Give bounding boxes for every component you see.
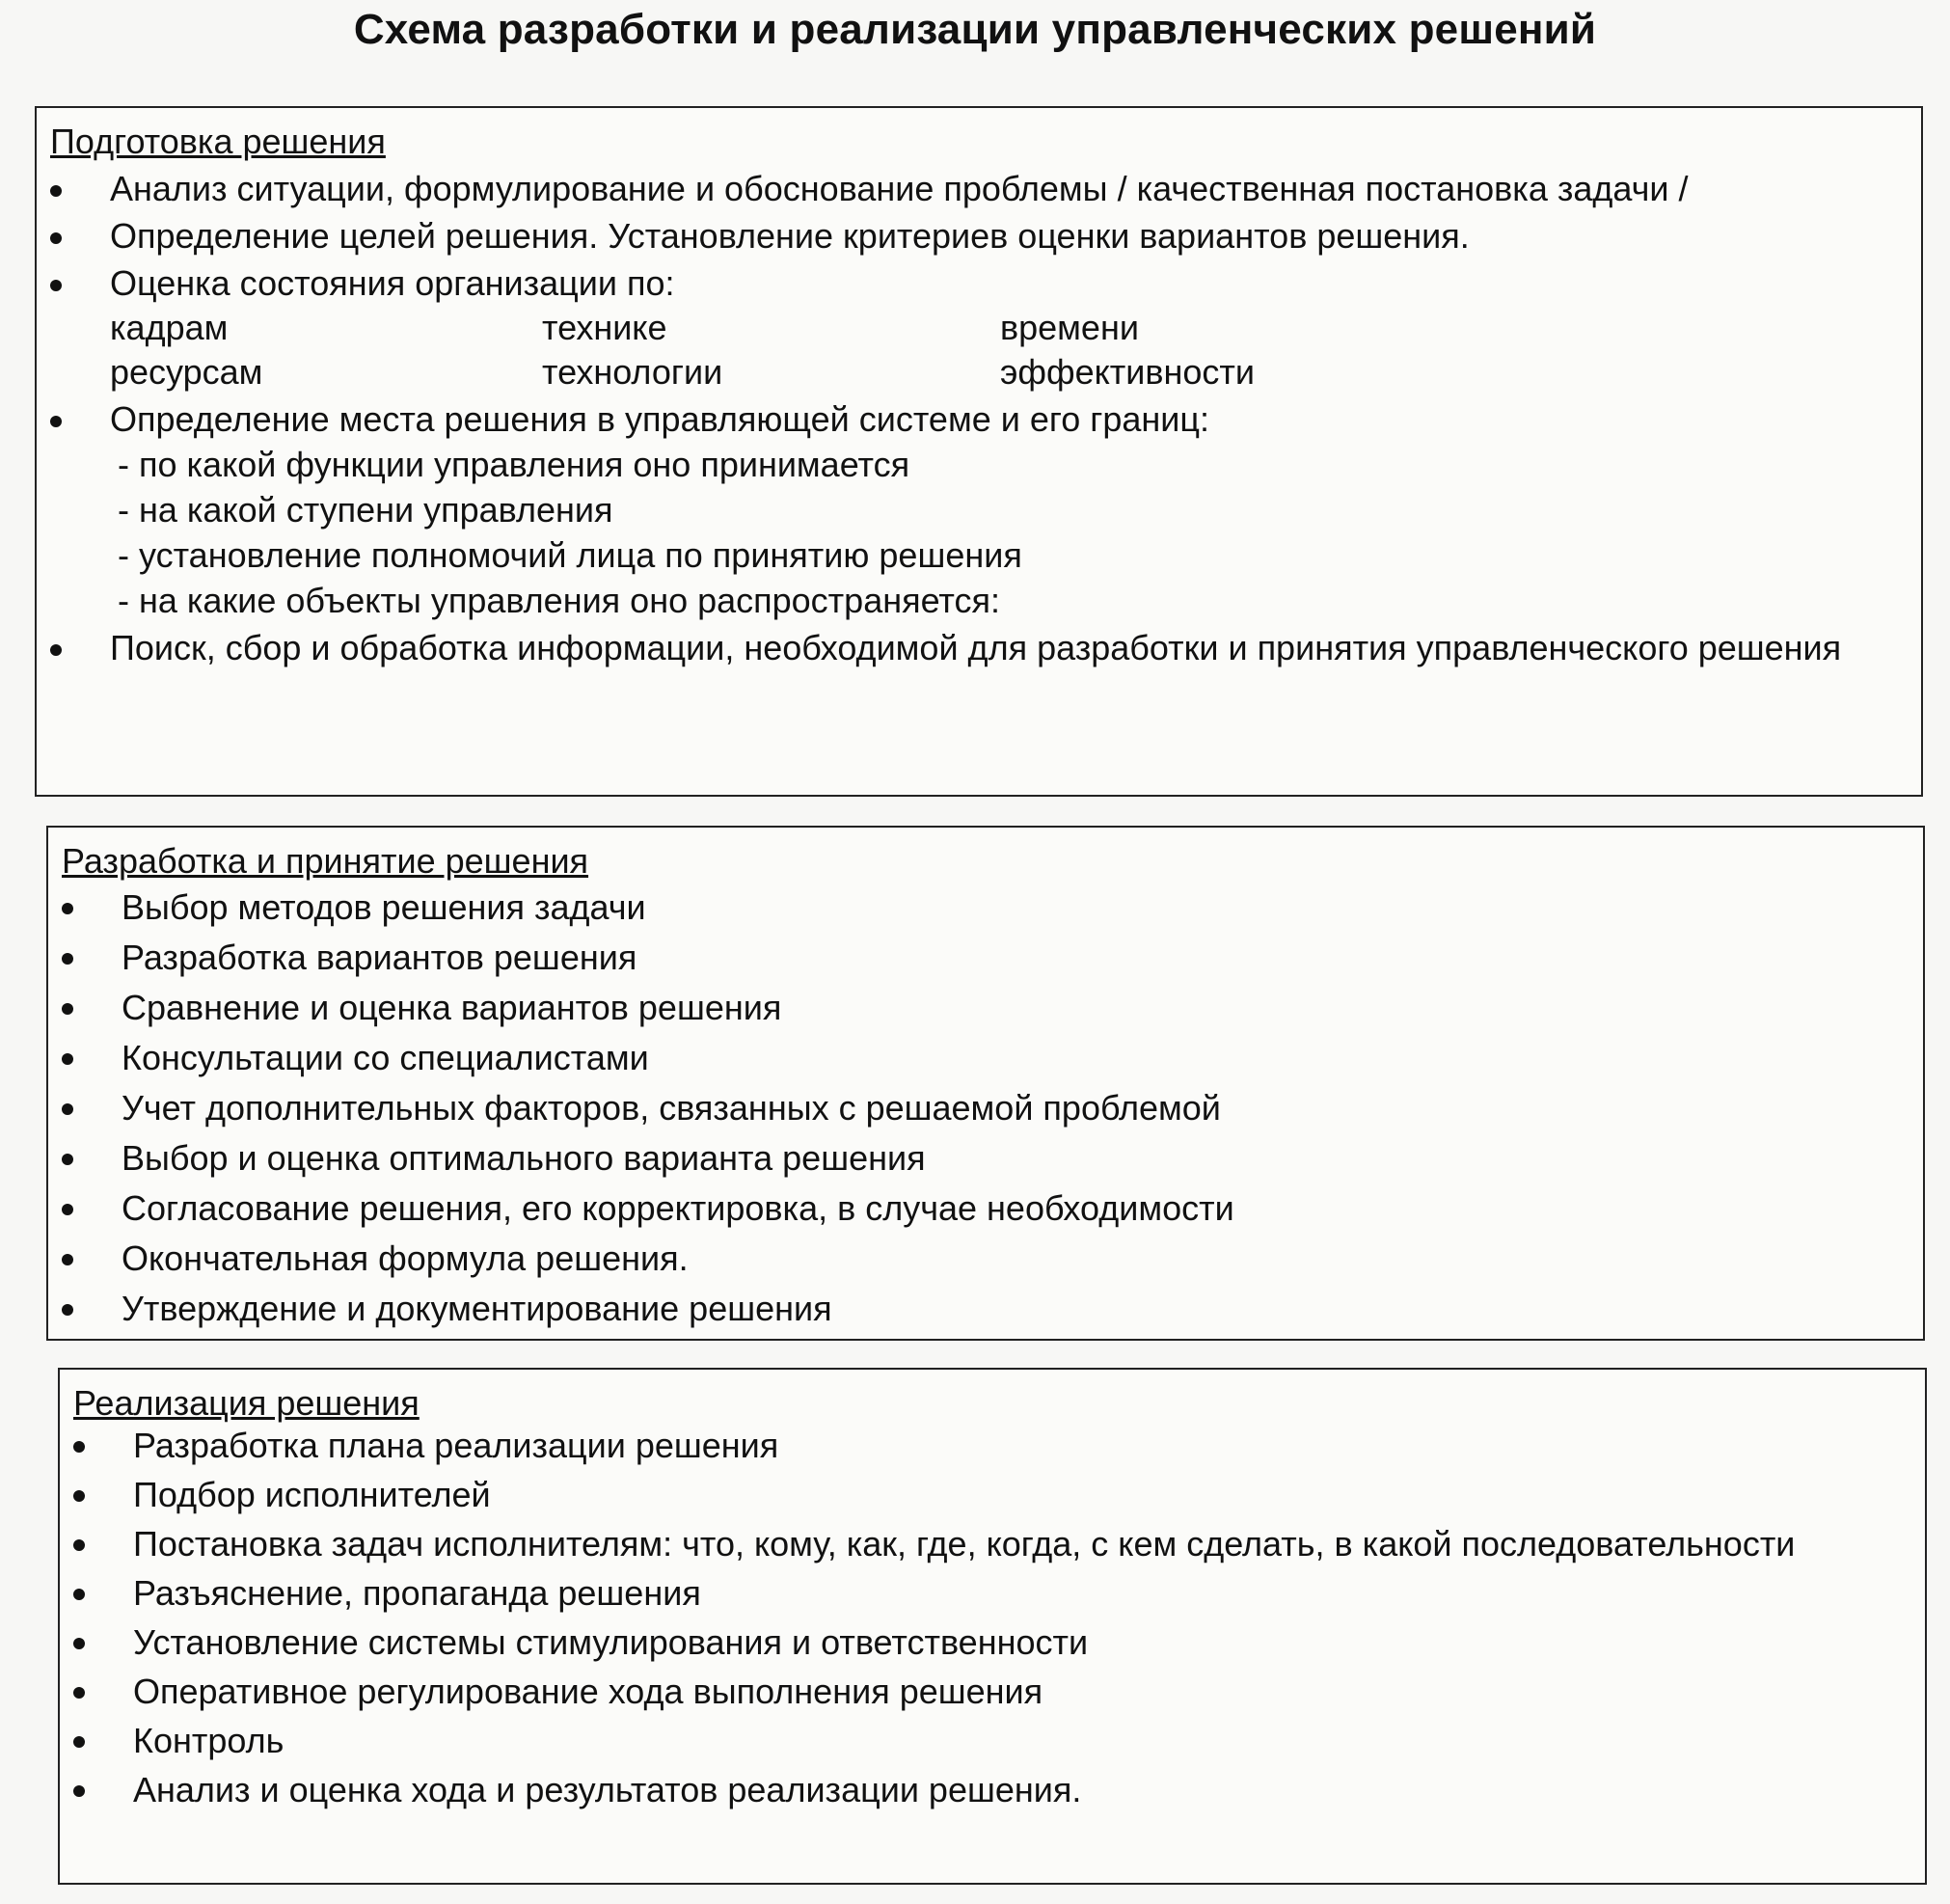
list-item	[60, 1766, 1925, 1813]
sub-item: - на какие объекты управления оно распространяется:	[118, 581, 1000, 620]
bullet-icon	[50, 185, 62, 197]
criteria-item: кадрам	[110, 308, 229, 347]
bullet-icon	[73, 1785, 85, 1797]
section-heading: Подготовка решения	[50, 122, 386, 161]
list-item	[48, 1184, 1923, 1233]
list-item	[48, 1134, 1923, 1183]
list-item-text: Разъяснение, пропаганда решения	[133, 1573, 701, 1613]
section-heading: Разработка и принятие решения	[62, 841, 589, 881]
list-item	[48, 1235, 1923, 1283]
bullet-list	[48, 884, 1923, 1335]
list-item-text: Окончательная формула решения.	[122, 1238, 689, 1278]
bullet-icon	[50, 416, 62, 427]
list-item	[60, 1520, 1925, 1567]
sub-item: - на какой ступени управления	[118, 490, 613, 530]
list-item-text: Анализ и оценка хода и результатов реализации решения.	[133, 1770, 1082, 1809]
bullet-icon	[73, 1589, 85, 1600]
list-item	[60, 1569, 1925, 1617]
list-item-text: Согласование решения, его корректировка, в случае необходимости	[122, 1188, 1234, 1228]
list-item	[48, 1285, 1923, 1333]
criteria-grid	[110, 306, 1921, 394]
list-item-text: Анализ ситуации, формулирование и обоснование проблемы / качественная постановка задачи /	[110, 169, 1689, 208]
list-item-text: Разработка плана реализации решения	[133, 1426, 779, 1465]
list-item	[48, 984, 1923, 1032]
list-item	[37, 260, 1921, 394]
bullet-icon	[62, 903, 73, 914]
list-item-text: Поиск, сбор и обработка информации, необходимой для разработки и принятия управленческого решения	[110, 628, 1842, 667]
bullet-icon	[62, 1254, 73, 1265]
bullet-icon	[50, 644, 62, 656]
list-item-text: Утверждение и документирование решения	[122, 1289, 832, 1328]
bullet-icon	[62, 953, 73, 965]
list-item-text: Разработка вариантов решения	[122, 938, 637, 977]
criteria-item: технологии	[542, 352, 723, 392]
sub-item: - установление полномочий лица по принятию решения	[118, 535, 1022, 575]
bullet-icon	[73, 1490, 85, 1502]
list-item	[48, 1084, 1923, 1132]
bullet-icon	[62, 1304, 73, 1316]
bullet-icon	[62, 1154, 73, 1165]
list-item-text: Постановка задач исполнителям: что, кому, как, где, когда, с кем сделать, в какой последовательности	[133, 1524, 1796, 1564]
list-item-text: Оперативное регулирование хода выполнения решения	[133, 1672, 1043, 1711]
list-item-text: Определение места решения в управляющей системе и его границ:	[110, 399, 1210, 439]
bullet-icon	[50, 280, 62, 291]
list-item-text: Консультации со специалистами	[122, 1038, 649, 1077]
list-item	[48, 934, 1923, 982]
sub-item: - по какой функции управления оно принимается	[118, 445, 910, 484]
list-item-text: Контроль	[133, 1721, 284, 1760]
bullet-icon	[62, 1103, 73, 1115]
list-item-text: Выбор методов решения задачи	[122, 887, 646, 927]
criteria-item: ресурсам	[110, 352, 263, 392]
bullet-icon	[62, 1204, 73, 1215]
list-item	[37, 166, 1921, 211]
list-item	[37, 625, 1921, 670]
bullet-icon	[73, 1687, 85, 1699]
bullet-icon	[62, 1053, 73, 1065]
bullet-icon	[73, 1736, 85, 1748]
section-development	[46, 826, 1925, 1341]
bullet-list	[60, 1422, 1925, 1815]
bullet-icon	[62, 1003, 73, 1015]
list-item-text: Учет дополнительных факторов, связанных с решаемой проблемой	[122, 1088, 1221, 1128]
criteria-item: эффективности	[1000, 352, 1256, 392]
criteria-item: технике	[542, 308, 667, 347]
list-item	[60, 1717, 1925, 1764]
list-item-text: Оценка состояния организации по:	[110, 263, 675, 303]
section-implementation	[58, 1368, 1927, 1885]
bullet-list	[37, 166, 1921, 672]
list-item-text: Выбор и оценка оптимального варианта решения	[122, 1138, 926, 1178]
bullet-icon	[73, 1638, 85, 1649]
bullet-icon	[73, 1539, 85, 1551]
list-item	[60, 1668, 1925, 1715]
list-item	[60, 1471, 1925, 1518]
section-preparation	[35, 106, 1923, 797]
bullet-icon	[73, 1441, 85, 1453]
list-item	[37, 396, 1921, 623]
list-item	[60, 1422, 1925, 1469]
criteria-item: времени	[1000, 308, 1139, 347]
section-heading: Реализация решения	[73, 1383, 420, 1423]
list-item	[48, 884, 1923, 932]
page-title: Схема разработки и реализации управленческих решений	[353, 6, 1597, 53]
list-item-text: Определение целей решения. Установление критериев оценки вариантов решения.	[110, 216, 1470, 256]
list-item	[37, 213, 1921, 258]
bullet-icon	[50, 232, 62, 244]
list-item	[60, 1618, 1925, 1666]
list-item	[48, 1034, 1923, 1082]
list-item-text: Установление системы стимулирования и ответственности	[133, 1622, 1089, 1662]
list-item-text: Подбор исполнителей	[133, 1475, 491, 1514]
list-item-text: Сравнение и оценка вариантов решения	[122, 988, 782, 1027]
